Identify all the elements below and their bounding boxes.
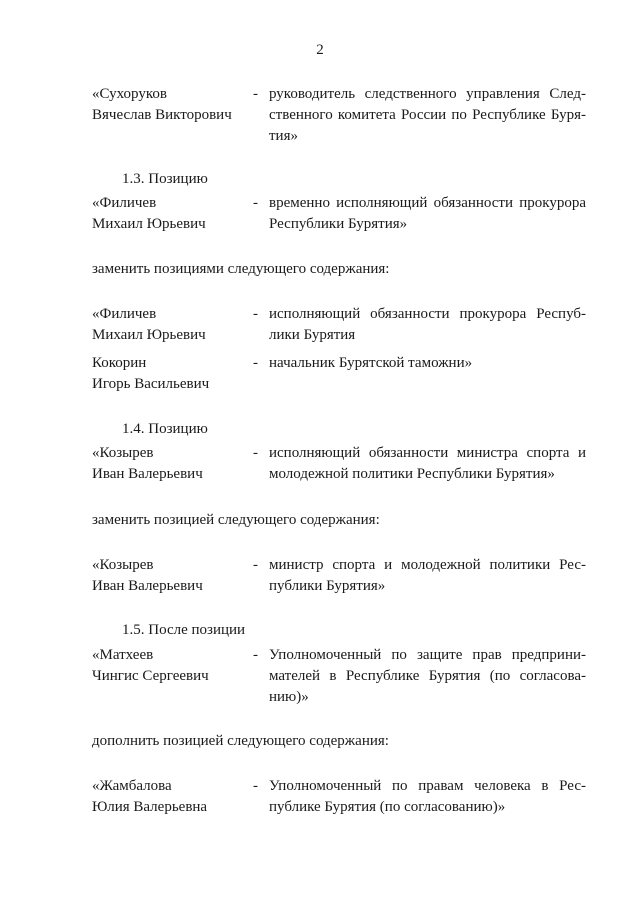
section-heading: 1.4. Позицию bbox=[122, 421, 208, 437]
desc-line: исполняющий обязанности прокурора Респуб- bbox=[269, 306, 586, 322]
dash-separator: - bbox=[253, 445, 258, 461]
name-line: «Филичев bbox=[92, 195, 157, 211]
dash-separator: - bbox=[253, 778, 258, 794]
desc-line: руководитель следственного управления След- bbox=[269, 86, 586, 102]
desc-line: нию)» bbox=[269, 689, 309, 705]
name-line: Кокорин bbox=[92, 355, 147, 371]
name-line: «Сухоруков bbox=[92, 86, 167, 102]
dash-separator: - bbox=[253, 355, 258, 371]
dash-separator: - bbox=[253, 86, 258, 102]
name-line: Игорь Васильевич bbox=[92, 376, 210, 392]
desc-line: тия» bbox=[269, 128, 298, 144]
desc-line: мателей в Республике Бурятия (по согласова- bbox=[269, 668, 586, 684]
dash-separator: - bbox=[253, 647, 258, 663]
paragraph: дополнить позицией следующего содержания: bbox=[92, 733, 389, 749]
desc-line: временно исполняющий обязанности прокурора bbox=[269, 195, 586, 211]
name-line: «Козырев bbox=[92, 557, 154, 573]
person-name bbox=[92, 645, 252, 687]
person-name bbox=[92, 443, 252, 485]
section-heading: 1.3. Позицию bbox=[122, 171, 208, 187]
desc-line: министр спорта и молодежной политики Рес- bbox=[269, 557, 586, 573]
position-description bbox=[269, 353, 586, 374]
desc-line: ственного комитета России по Республике Буря- bbox=[269, 107, 586, 123]
position-description bbox=[269, 304, 586, 346]
desc-line: лики Бурятия bbox=[269, 327, 356, 343]
name-line: «Жамбалова bbox=[92, 778, 172, 794]
desc-line: публики Бурятия» bbox=[269, 578, 386, 594]
section-heading: 1.5. После позиции bbox=[122, 622, 246, 638]
position-description bbox=[269, 84, 586, 147]
name-line: «Матхеев bbox=[92, 647, 154, 663]
person-name bbox=[92, 555, 252, 597]
name-line: «Филичев bbox=[92, 306, 157, 322]
desc-line: публике Бурятия (по согласованию)» bbox=[269, 799, 506, 815]
dash-separator: - bbox=[253, 306, 258, 322]
name-line: Юлия Валерьевна bbox=[92, 799, 208, 815]
desc-line: молодежной политики Республики Бурятия» bbox=[269, 466, 555, 482]
person-name bbox=[92, 84, 252, 126]
dash-separator: - bbox=[253, 195, 258, 211]
position-description bbox=[269, 555, 586, 597]
desc-line: Республики Бурятия» bbox=[269, 216, 408, 232]
name-line: Чингис Сергеевич bbox=[92, 668, 209, 684]
position-description bbox=[269, 193, 586, 235]
person-name bbox=[92, 193, 252, 235]
position-description bbox=[269, 645, 586, 708]
page-number: 2 bbox=[316, 42, 324, 58]
desc-line: Уполномоченный по защите прав предприни- bbox=[269, 647, 586, 663]
paragraph: заменить позициями следующего содержания: bbox=[92, 261, 390, 277]
desc-line: Уполномоченный по правам человека в Рес- bbox=[269, 778, 586, 794]
position-description bbox=[269, 443, 586, 485]
desc-line: исполняющий обязанности министра спорта и bbox=[269, 445, 586, 461]
person-name bbox=[92, 353, 252, 395]
name-line: «Козырев bbox=[92, 445, 154, 461]
name-line: Иван Валерьевич bbox=[92, 578, 203, 594]
dash-separator: - bbox=[253, 557, 258, 573]
person-name bbox=[92, 776, 252, 818]
name-line: Михаил Юрьевич bbox=[92, 327, 206, 343]
desc-line: начальник Бурятской таможни» bbox=[269, 355, 473, 371]
person-name bbox=[92, 304, 252, 346]
paragraph: заменить позицией следующего содержания: bbox=[92, 512, 380, 528]
position-description bbox=[269, 776, 586, 818]
name-line: Иван Валерьевич bbox=[92, 466, 203, 482]
name-line: Вячеслав Викторович bbox=[92, 107, 232, 123]
name-line: Михаил Юрьевич bbox=[92, 216, 206, 232]
